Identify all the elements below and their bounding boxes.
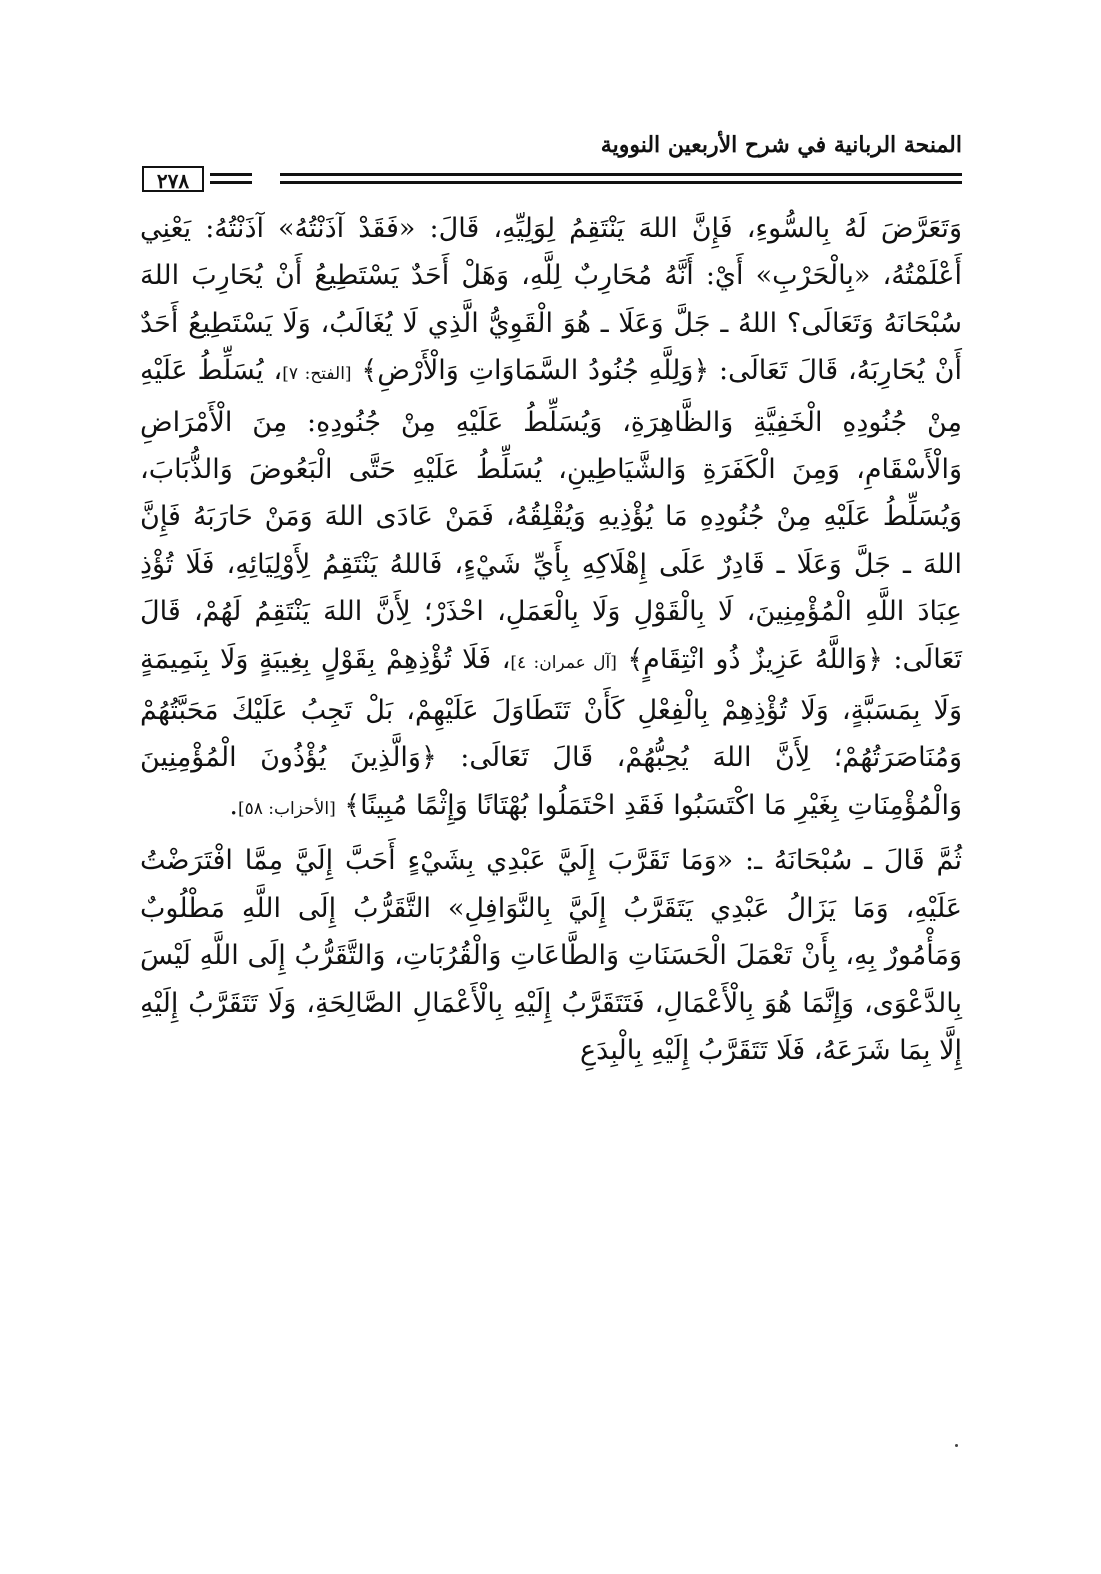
header-rule-short-top [210,173,252,176]
header-rule-short-bottom [210,181,252,184]
text-run: وَتَعَرَّضَ لَهُ بِالسُّوءِ، فَإِنَّ اللهَ يَنْتَقِمُ لِوَلِيِّهِ، قَالَ: «فَقَدْ آذَنْتُهُ» آذَنْتُهُ: يَعْنِي أَعْلَمْتُهُ، «بِالْحَرْبِ» أَيْ: أَنَّهُ مُحَارِبٌ لِلَّهِ، وَهَلْ أَحَدٌ يَسْتَطِيعُ أَنْ يُحَارِبَ اللهَ سُبْحَانَهُ وَتَعَالَى؟ اللهُ ـ جَلَّ وَعَلَا ـ هُوَ الْقَوِيُّ الَّذِي لَا يُغَالَبُ، وَلَا يَسْتَطِيعُ أَحَدٌ أَنْ يُحَارِبَهُ، قَالَ تَعَالَى: ﴿وَلِلَّهِ جُنُودُ السَّمَاوَاتِ وَالْأَرْضِ﴾ [140,213,963,387]
page-header [140,120,962,193]
quran-reference: [آل عمران: ٤] [510,652,617,673]
text-run: ، فَلَا تُؤْذِهِمْ بِقَوْلٍ بِغِيبَةٍ وَلَا بِنَمِيمَةٍ وَلَا بِمَسَبَّةٍ، وَلَا تُؤْذِهِمْ بِالْفِعْلِ كَأَنْ تَتَطَاوَلَ عَلَيْهِمْ، بَلْ تَجِبُ عَلَيْكَ مَحَبَّتُهُمْ وَمُنَاصَرَتُهُمْ؛ لِأَنَّ اللهَ يُحِبُّهُمْ، قَالَ تَعَالَى: ﴿وَالَّذِينَ يُؤْذُونَ الْمُؤْمِنِينَ وَالْمُؤْمِنَاتِ بِغَيْرِ مَا اكْتَسَبُوا فَقَدِ احْتَمَلُوا بُهْتَانًا وَإِثْمًا مُبِينًا﴾ [140,643,962,821]
text-run: . [229,789,238,821]
header-rule-row [140,166,962,196]
page-number: ٢٧٨ [142,166,204,192]
paragraph [140,837,962,1074]
header-rule-long-top [280,173,962,176]
quran-reference: [الفتح: ٧] [282,364,352,385]
book-title: المنحة الربانية في شرح الأربعين النووية [600,132,962,158]
header-rule-long-bottom [280,181,962,184]
body-text [140,205,962,1074]
quran-reference: [الأحزاب: ٥٨] [238,798,336,819]
text-run: ثُمَّ قَالَ ـ سُبْحَانَهُ ـ: «وَمَا تَقَرَّبَ إِلَيَّ عَبْدِي بِشَيْءٍ أَحَبَّ إِلَيَّ مِمَّا افْتَرَضْتُ عَلَيْهِ، وَمَا يَزَالُ عَبْدِي يَتَقَرَّبُ إِلَيَّ بِالنَّوَافِلِ» التَّقَرُّبُ إِلَى اللَّهِ مَطْلُوبٌ وَمَأْمُورٌ بِهِ، بِأَنْ تَعْمَلَ الْحَسَنَاتِ وَالطَّاعَاتِ وَالْقُرُبَاتِ، وَالتَّقَرُّبُ إِلَى اللَّهِ لَيْسَ بِالدَّعْوَى، وَإِنَّمَا هُوَ بِالْأَعْمَالِ، فَتَتَقَرَّبُ إِلَيْهِ بِالْأَعْمَالِ الصَّالِحَةِ، وَلَا تَتَقَرَّبُ إِلَيْهِ إِلَّا بِمَا شَرَعَهُ، فَلَا تَتَقَرَّبُ إِلَيْهِ بِالْبِدَعِ [140,845,962,1066]
scan-speck [955,1444,958,1447]
text-run: ، يُسَلِّطُ عَلَيْهِ مِنْ جُنُودِهِ الْخَفِيَّةِ وَالظَّاهِرَةِ، وَيُسَلِّطُ عَلَيْهِ مِنْ جُنُودِهِ: مِنَ الْأَمْرَاضِ وَالْأَسْقَامِ، وَمِنَ الْكَفَرَةِ وَالشَّيَاطِينِ، يُسَلِّطُ عَلَيْهِ حَتَّى الْبَعُوضَ وَالذُّبَابَ، وَيُسَلِّطُ عَلَيْهِ مِنْ جُنُودِهِ مَا يُؤْذِيهِ وَيُقْلِقُهُ، فَمَنْ عَادَى اللهَ وَمَنْ حَارَبَهُ فَإِنَّ اللهَ ـ جَلَّ وَعَلَا ـ قَادِرٌ عَلَى إِهْلَاكِهِ بِأَيِّ شَيْءٍ، فَاللهُ يَنْتَقِمُ لِأَوْلِيَائِهِ، فَلَا تُؤْذِ عِبَادَ اللَّهِ الْمُؤْمِنِينَ، لَا بِالْقَوْلِ وَلَا بِالْعَمَلِ، احْذَرْ؛ لِأَنَّ اللهَ يَنْتَقِمُ لَهُمْ، قَالَ تَعَالَى: ﴿وَاللَّهُ عَزِيزٌ ذُو انْتِقَامٍ﴾ [140,355,962,675]
paragraph [140,205,962,833]
